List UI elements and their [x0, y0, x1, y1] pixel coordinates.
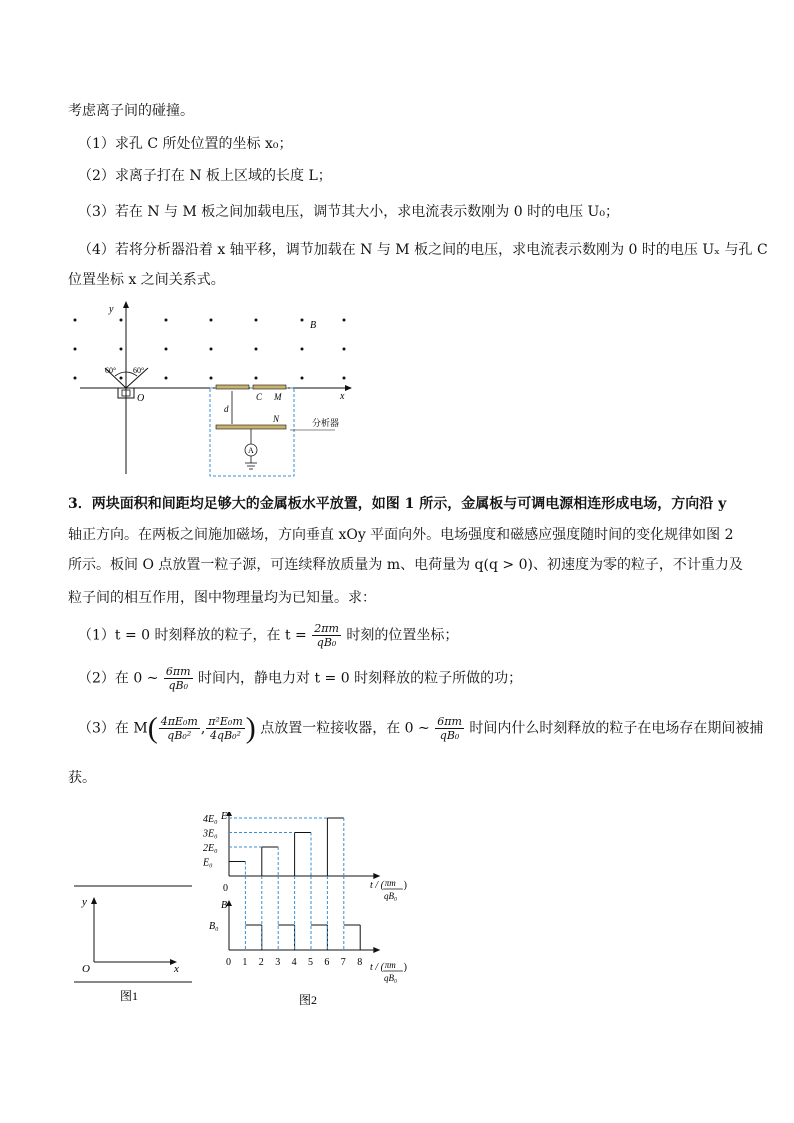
caption-fig1: 图1 — [120, 989, 139, 1003]
y-label: y — [109, 304, 114, 315]
caption-fig2: 图2 — [299, 993, 318, 1007]
frac-num: 6πm — [165, 665, 191, 678]
b-axis-label: B — [221, 900, 228, 911]
q3-sub3-c: 时间内什么时刻释放的粒子在电场存在期间被捕 — [469, 720, 764, 737]
e-tick-label-1: E₀ — [203, 857, 213, 869]
q3-sub3-b: 点放置一粒接收器，在 0 ~ — [260, 720, 430, 737]
frac-6pim-qb0 — [164, 665, 193, 692]
b-x-tick-5: 5 — [308, 957, 313, 968]
q3-sub2 — [78, 665, 522, 692]
q3-text1: 3．两块面积和间距均足够大的金属板水平放置，如图 1 所示，金属板与可调电源相连形成电场，方向沿 y — [68, 496, 727, 512]
e-xlabel-close: ) — [403, 880, 408, 891]
q3-sub1-a: （1）t = 0 时刻释放的粒子，在 t = — [78, 627, 307, 644]
e-xlabel-den: qB₀ — [383, 891, 398, 901]
q3-sub2-a: （2）在 0 ~ — [78, 670, 159, 687]
angle-right-label: 60° — [133, 366, 145, 375]
q3-line1 — [68, 494, 726, 514]
m-label: M — [274, 392, 282, 402]
b-x-arrow — [373, 947, 380, 953]
b-x-tick-3: 3 — [275, 957, 281, 968]
e-axis-label: E — [221, 812, 228, 822]
q2-part4-line2: 位置坐标 x 之间关系式。 — [68, 272, 225, 288]
q2-intro: 考虑离子间的碰撞。 — [68, 103, 194, 119]
q2-part1: （1）求孔 C 所处位置的坐标 x₀； — [78, 136, 293, 152]
frac-den: qB₀² — [167, 729, 192, 742]
origin-label: O — [137, 393, 145, 404]
b-x-tick-2: 2 — [258, 957, 264, 968]
b-x-tick-0: 0 — [226, 957, 231, 968]
b-xlabel-close: ) — [403, 962, 408, 973]
figure2-charts — [195, 812, 415, 1010]
x-label: x — [340, 391, 345, 402]
frac-den: qB₀ — [439, 729, 460, 742]
b-label: B — [310, 320, 317, 331]
plate-left — [216, 385, 249, 389]
frac-num: 4πE₀m — [160, 715, 198, 728]
q2-part3: （3）若在 N 与 M 板之间加载电压，调节其大小，求电流表示数刚为 0 时的电压 U₀； — [78, 204, 619, 220]
frac-pi2E0m — [206, 715, 245, 742]
frac-den: qB₀ — [168, 679, 189, 692]
frac-den: 4qB₀² — [210, 729, 241, 742]
e-tick-label-3: 3E₀ — [203, 828, 218, 840]
plate-x-label: x — [174, 963, 179, 975]
analyzer-figure — [60, 298, 360, 478]
q2-part4-line1: （4）若将分析器沿着 x 轴平移，调节加载在 N 与 M 板之间的电压，求电流表示数刚为 0 时的电压 Uₓ 与孔 C — [78, 242, 768, 258]
b-x-tick-6: 6 — [324, 957, 330, 968]
plate-y-label: y — [82, 896, 87, 908]
plate-n — [216, 425, 286, 429]
analyzer-label: 分析器 — [312, 418, 340, 428]
b-x-tick-4: 4 — [291, 957, 297, 968]
frac-num: 6πm — [437, 715, 462, 728]
e-x-arrow — [373, 873, 380, 879]
q3-line3: 所示。板间 O 点放置一粒子源，可连续释放质量为 m、电荷量为 q(q > 0)、初速度为零的粒子，不计重力及 — [68, 557, 743, 573]
b-xlabel-num: πm — [384, 960, 396, 970]
plate-m — [253, 385, 286, 389]
b-xlabel-den: qB₀ — [383, 973, 398, 983]
frac-den: qB₀ — [316, 636, 337, 649]
angle-left-label: 60° — [105, 366, 117, 375]
plate-o-label: O — [82, 963, 90, 975]
q3-sub2-b: 时间内，静电力对 t = 0 时刻释放的粒子所做的功； — [198, 670, 523, 687]
d-label: d — [224, 404, 229, 414]
frac-num: 2πm — [314, 622, 339, 635]
c-label: C — [256, 392, 263, 402]
q3-sub3-a: （3）在 M — [78, 720, 148, 737]
frac-6pim-qb0-b — [435, 715, 464, 742]
e-xlabel-num: πm — [384, 878, 396, 888]
b-x-tick-8: 8 — [357, 957, 363, 968]
n-label: N — [273, 414, 280, 424]
e-origin-label: 0 — [223, 883, 228, 894]
ammeter-label: A — [248, 446, 254, 455]
e-xlabel-t: t / ( — [370, 880, 384, 891]
q3-sub1 — [78, 622, 458, 649]
e-tick-label-2: 2E₀ — [203, 843, 218, 854]
q3-sub3-end: 获。 — [68, 770, 96, 786]
b-x-tick-1: 1 — [242, 957, 248, 968]
q3-line2: 轴正方向。在两板之间施加磁场，方向垂直 xOy 平面向外。电场强度和磁感应强度随时间的变化规律如图 2 — [68, 527, 734, 543]
b-xlabel-t: t / ( — [370, 962, 384, 973]
q3-sub1-b: 时刻的位置坐标； — [346, 627, 459, 644]
q2-part2: （2）求离子打在 N 板上区域的长度 L； — [78, 168, 332, 184]
frac-4piE0m — [159, 715, 200, 742]
q3-sub3: （3）在 M( $\frac{\text{4πE₀m}}{\text{qB₀²}}$ , $\frac{\text{π²E₀m}}{\text{4qB₀²}}$ ) 点放置一粒接收器，在 0 ~ $\frac{6\pi m}{\text{qB₀}}$ 时间内什么时刻释放的粒子在电场存在期间被捕 — [78, 711, 764, 745]
q3-line4: 粒子间的相互作用，图中物理量均为已知量。求： — [68, 590, 376, 606]
b-tick-label: B₀ — [209, 921, 219, 932]
frac-2pim-qb0 — [312, 622, 341, 649]
e-tick-label-4: 4E₀ — [203, 814, 218, 825]
b-x-tick-7: 7 — [340, 957, 346, 968]
plates-figure — [70, 880, 200, 1010]
frac-num: π²E₀m — [208, 715, 243, 728]
